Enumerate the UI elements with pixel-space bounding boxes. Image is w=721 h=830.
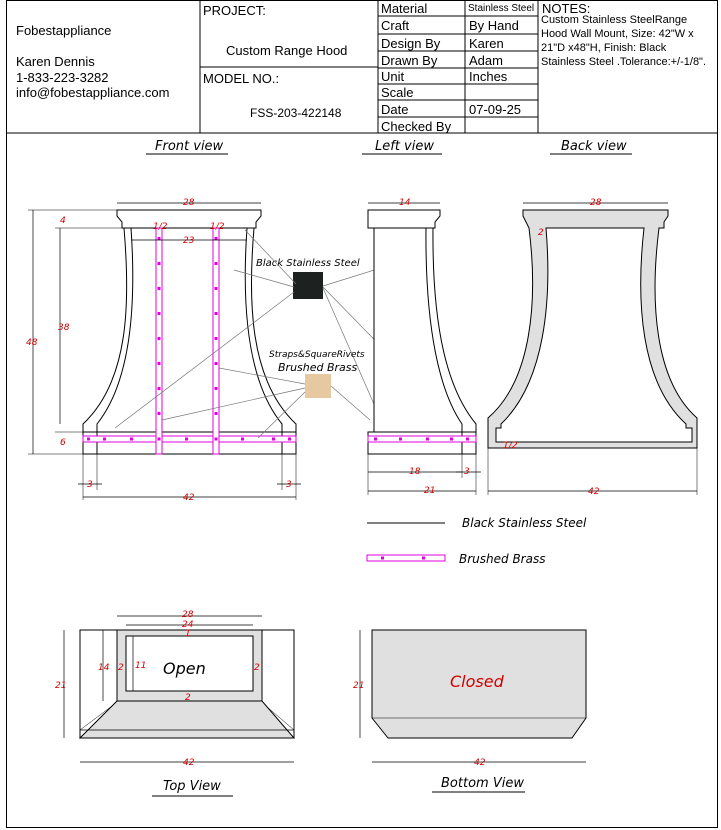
notes-line: Custom Stainless SteelRange <box>541 14 688 26</box>
notes-line: Stainless Steel .Tolerance:+/-1/8". <box>541 56 707 68</box>
dim-bot-21: 21 <box>353 681 365 691</box>
top-open-label: Open <box>163 659 206 678</box>
bottom-view <box>353 630 586 768</box>
dim-back-half: 1/2 <box>503 441 518 451</box>
notes-line: Hood Wall Mount, Size: 42"W x <box>541 28 694 40</box>
dim-left-18: 18 <box>409 467 421 477</box>
black-steel-swatch <box>293 272 323 299</box>
left-view-title: Left view <box>375 139 434 154</box>
contact-email: info@fobestappliance.com <box>16 85 170 100</box>
spec-value-date: 07-09-25 <box>469 102 522 117</box>
dim-top-1: 1 <box>185 629 191 639</box>
top-view <box>55 610 294 768</box>
dim-top-24: 24 <box>182 620 194 630</box>
dim-front-3r: 3 <box>286 480 292 490</box>
notes-line: 21"D x48"H, Finish: Black <box>541 42 667 54</box>
spec-label-scale: Scale <box>381 85 414 100</box>
brass-swatch <box>305 374 331 398</box>
dim-front-strap: 1/2 <box>153 222 168 232</box>
bottom-closed-label: Closed <box>450 672 504 691</box>
dim-left-top: 14 <box>399 198 411 208</box>
company-name: Fobestappliance <box>16 23 112 38</box>
spec-label-checked: Checked By <box>381 119 452 134</box>
dim-top-2b: 2 <box>254 663 260 673</box>
dim-back-2: 2 <box>538 228 544 238</box>
straps-callout: Straps&SquareRivets <box>269 350 365 360</box>
brass-callout: Brushed Brass <box>278 361 358 374</box>
spec-label-craft: Craft <box>381 18 410 33</box>
project-label: PROJECT: <box>203 3 266 18</box>
legend-brass-label: Brushed Brass <box>459 552 546 566</box>
dim-front-w: 42 <box>183 493 195 503</box>
spec-label-date: Date <box>381 102 409 117</box>
project-value: Custom Range Hood <box>226 43 348 58</box>
model-value: FSS-203-422148 <box>250 106 342 120</box>
top-view-title: Top View <box>163 779 221 794</box>
dim-bot-42: 42 <box>474 758 486 768</box>
bottom-view-title: Bottom View <box>441 776 524 791</box>
spec-label-drawn: Drawn By <box>381 53 438 68</box>
contact-name: Karen Dennis <box>16 54 95 69</box>
dim-front-3l: 3 <box>87 480 93 490</box>
front-view <box>26 198 301 503</box>
dim-front-strap2: 1/2 <box>210 222 225 232</box>
dim-back-top: 28 <box>590 198 602 208</box>
dim-front-inner: 23 <box>183 236 195 246</box>
dim-top-28: 28 <box>182 610 194 620</box>
dim-left-21: 21 <box>424 486 436 496</box>
dim-left-3: 3 <box>464 467 470 477</box>
spec-value-drawn: Adam <box>469 53 503 68</box>
spec-value-design: Karen <box>469 36 504 51</box>
spec-label-design: Design By <box>381 36 441 51</box>
black-steel-callout: Black Stainless Steel <box>256 258 360 269</box>
dim-front-h4: 4 <box>60 216 66 226</box>
contact-phone: 1-833-223-3282 <box>16 70 109 85</box>
dim-top-21: 21 <box>55 681 67 691</box>
front-view-title: Front view <box>155 139 224 154</box>
notes-title: NOTES: <box>542 1 591 16</box>
legend-brass-strap <box>367 555 445 561</box>
back-view-title: Back view <box>561 139 627 154</box>
model-label: MODEL NO.: <box>203 71 280 86</box>
dim-front-h6: 6 <box>60 438 66 448</box>
dim-top-11: 11 <box>135 661 147 671</box>
dim-top-2c: 2 <box>185 693 191 703</box>
dim-top-14: 14 <box>98 663 110 673</box>
legend-black-label: Black Stainless Steel <box>462 516 587 530</box>
dim-top-42: 42 <box>183 758 195 768</box>
dim-back-w: 42 <box>588 487 600 497</box>
dim-top-2a: 2 <box>118 663 124 673</box>
spec-value-material: Stainless Steel <box>468 3 535 14</box>
spec-value-craft: By Hand <box>469 18 519 33</box>
dim-front-h48: 48 <box>26 338 38 348</box>
dim-front-top: 28 <box>183 198 195 208</box>
spec-label-material: Material <box>381 1 428 16</box>
spec-value-unit: Inches <box>469 69 508 84</box>
spec-label-unit: Unit <box>381 69 405 84</box>
back-view <box>488 198 697 497</box>
left-view <box>368 198 481 496</box>
dim-front-h38: 38 <box>58 323 70 333</box>
